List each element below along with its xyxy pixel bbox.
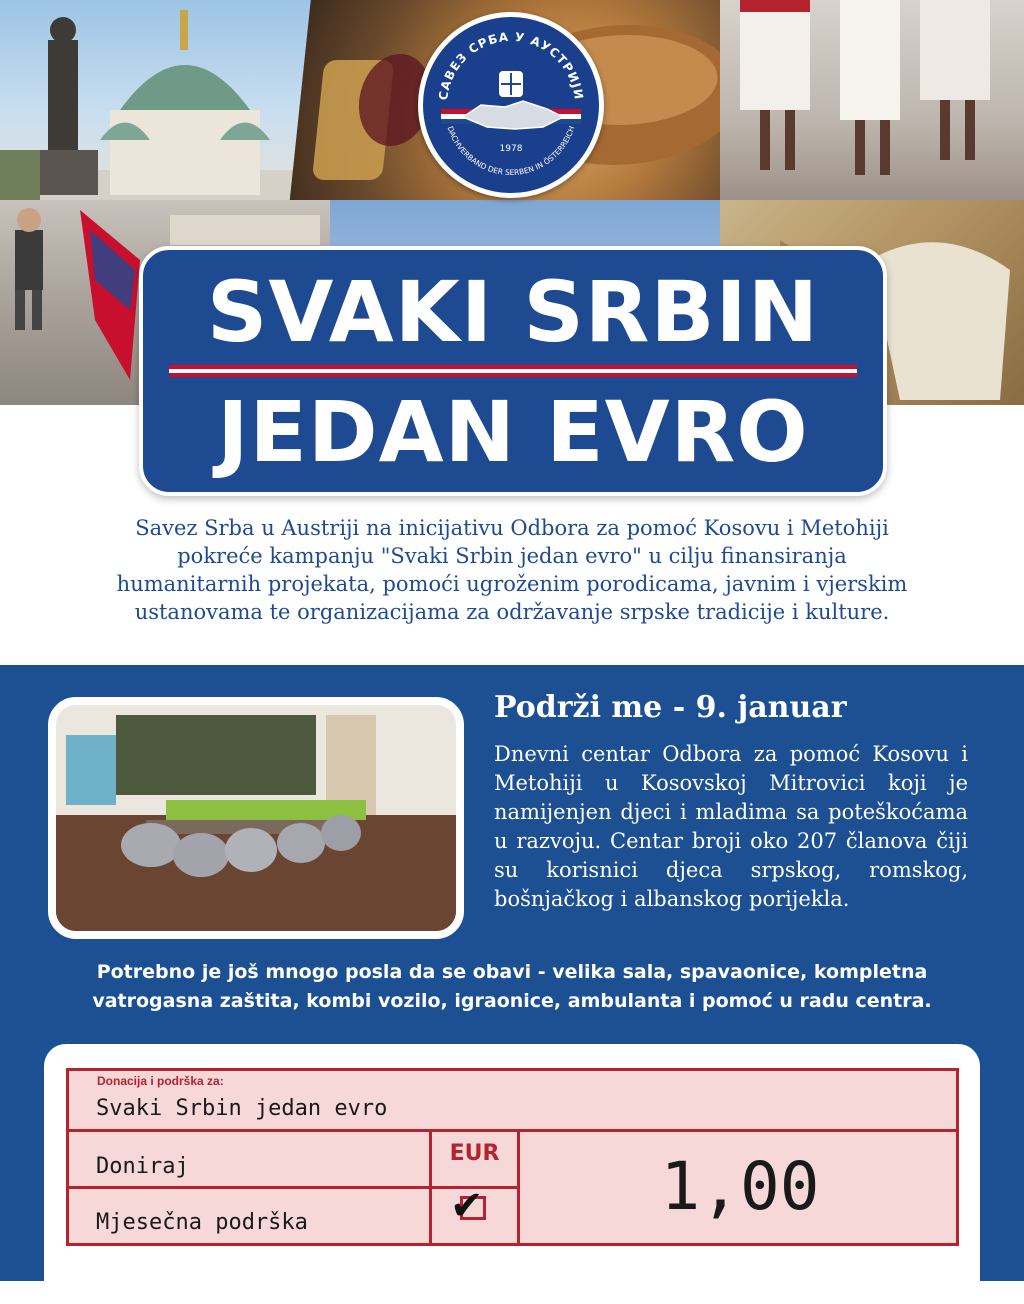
logo-bottom-text: DACHVERBAND DER SERBEN IN ÖSTERREICH <box>445 124 577 178</box>
slip-campaign-field: Svaki Srbin jedan evro <box>96 1096 388 1121</box>
campaign-title <box>139 246 887 496</box>
intro-line: Savez Srba u Austriji na inicijativu Odbora za pomoć Kosovu i Metohiji <box>135 516 889 540</box>
title-line-1: SVAKI SRBIN <box>206 263 820 361</box>
organization-logo <box>418 12 604 198</box>
day-center-photo <box>48 697 464 939</box>
needs-paragraph <box>30 958 994 1016</box>
flag-stripes <box>169 365 857 377</box>
amount-field[interactable]: 1,00 <box>660 1148 820 1225</box>
cathedral-photo <box>0 0 340 205</box>
folk-dancers-photo <box>720 0 1024 205</box>
slip-caption: Donacija i podrška za: <box>97 1074 224 1088</box>
needs-line: vatrogasna zaštita, kombi vozilo, igraonice, ambulanta i pomoć u radu centra. <box>92 990 932 1012</box>
logo-top-text: САВЕЗ СРБА У АУСТРИЈИ <box>436 29 586 102</box>
intro-paragraph <box>30 514 994 626</box>
logo-year: 1978 <box>499 144 523 154</box>
slip-divider <box>66 1129 959 1132</box>
donate-option[interactable]: Doniraj <box>96 1154 189 1179</box>
intro-line: humanitarnih projekata, pomoći ugroženim porodicama, javnim i vjerskim <box>116 572 908 596</box>
needs-line: Potrebno je još mnogo posla da se obavi - velika sala, spavaonice, kompletna <box>96 961 928 983</box>
currency-label: EUR <box>449 1141 500 1166</box>
checkmark-icon: ✔ <box>450 1183 484 1229</box>
intro-line: ustanovama te organizacijama za održavanje srpske tradicije i kulture. <box>134 600 890 624</box>
monthly-support-option[interactable]: Mjesečna podrška <box>96 1210 308 1235</box>
project-title: Podrži me - 9. januar <box>494 690 847 725</box>
title-line-2: JEDAN EVRO <box>217 383 809 481</box>
project-description: Dnevni centar Odbora za pomoć Kosovu i Metohiji u Kosovskoj Mitrovici koji je namijenjen djeci i mladima sa poteškoćama u razvoju. Centar broji oko 207 članova čiji su korisnici djeca srpskog, romskog, bošnjačkog i albanskog porijekla. <box>494 742 968 911</box>
intro-line: pokreće kampanju "Svaki Srbin jedan evro" u cilju finansiranja <box>177 544 847 568</box>
